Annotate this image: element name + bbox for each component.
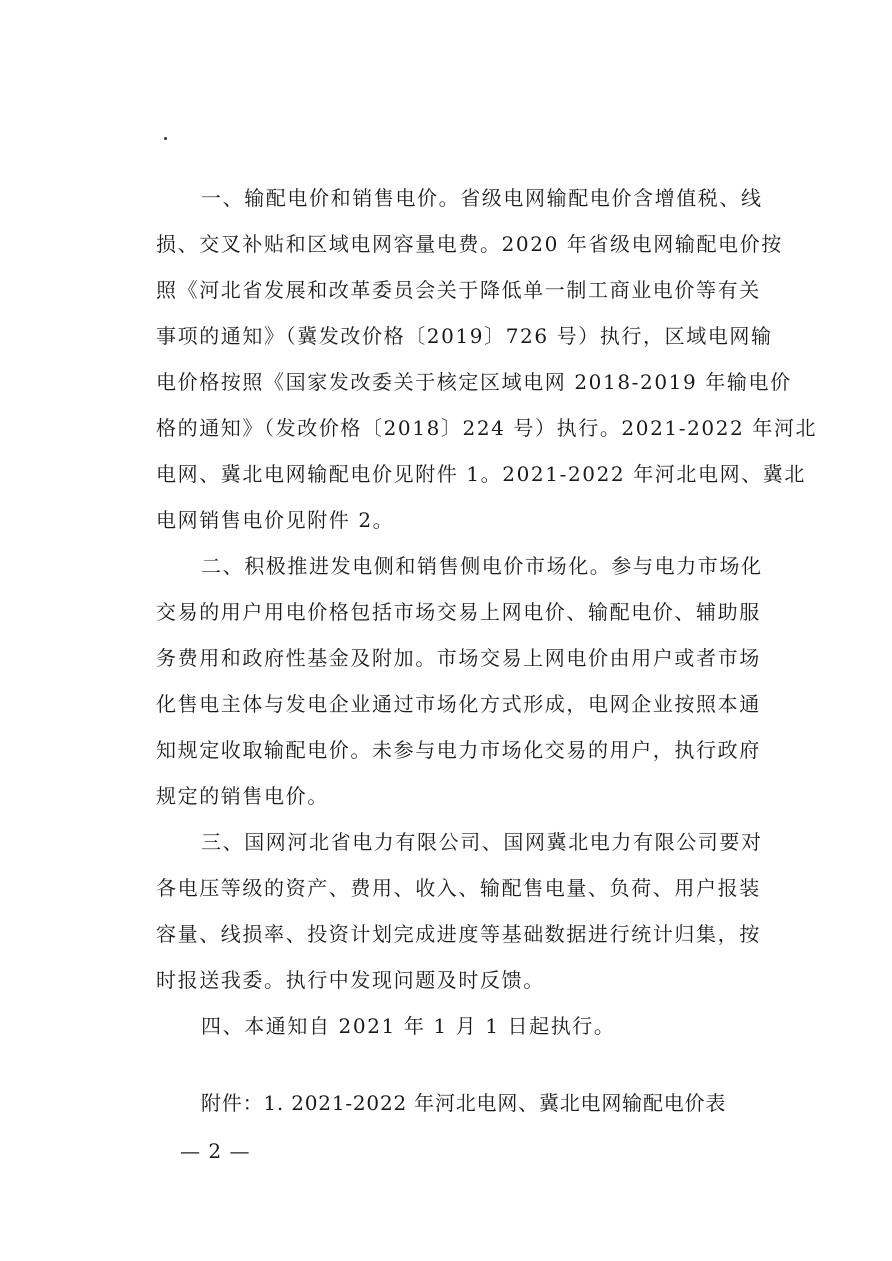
paragraph-3-line-3: 容量、线损率、投资计划完成进度等基础数据进行统计归集，按 bbox=[156, 922, 761, 946]
paragraph-1-line-3: 照《河北省发展和改革委员会关于降低单一制工商业电价等有关 bbox=[156, 278, 761, 302]
paragraph-4-line-1: 四、本通知自 2021 年 1 月 1 日起执行。 bbox=[201, 1014, 616, 1038]
paragraph-3-line-2: 各电压等级的资产、费用、收入、输配售电量、负荷、用户报装 bbox=[156, 876, 761, 900]
attachment-line: 附件：1. 2021-2022 年河北电网、冀北电网输配电价表 bbox=[201, 1091, 727, 1115]
paragraph-1-line-5: 电价格按照《国家发改委关于核定区域电网 2018-2019 年输电价 bbox=[156, 370, 792, 394]
scan-dot bbox=[164, 137, 167, 140]
paragraph-2-line-2: 交易的用户用电价格包括市场交易上网电价、输配电价、辅助服 bbox=[156, 600, 761, 624]
paragraph-3-line-1: 三、国网河北省电力有限公司、国网冀北电力有限公司要对 bbox=[201, 830, 763, 854]
paragraph-2-line-4: 化售电主体与发电企业通过市场化方式形成，电网企业按照本通 bbox=[156, 692, 761, 716]
paragraph-1-line-1: 一、输配电价和销售电价。省级电网输配电价含增值税、线 bbox=[201, 186, 763, 210]
paragraph-1-line-7: 电网、冀北电网输配电价见附件 1。2021-2022 年河北电网、冀北 bbox=[156, 462, 806, 486]
paragraph-1-line-4: 事项的通知》（冀发改价格〔2019〕726 号）执行，区域电网输 bbox=[156, 324, 773, 348]
paragraph-2-line-5: 知规定收取输配电价。未参与电力市场化交易的用户，执行政府 bbox=[156, 738, 761, 762]
page-number: — 2 — bbox=[180, 1139, 251, 1163]
paragraph-1-line-2: 损、交叉补贴和区域电网容量电费。2020 年省级电网输配电价按 bbox=[156, 232, 783, 256]
paragraph-3-line-4: 时报送我委。执行中发现问题及时反馈。 bbox=[156, 968, 545, 992]
paragraph-1-line-6: 格的通知》（发改价格〔2018〕224 号）执行。2021-2022 年河北 bbox=[156, 416, 818, 440]
paragraph-2-line-6: 规定的销售电价。 bbox=[156, 784, 329, 808]
paragraph-1-line-8: 电网销售电价见附件 2。 bbox=[156, 508, 395, 532]
paragraph-2-line-3: 务费用和政府性基金及附加。市场交易上网电价由用户或者市场 bbox=[156, 646, 761, 670]
paragraph-2-line-1: 二、积极推进发电侧和销售侧电价市场化。参与电力市场化 bbox=[201, 554, 763, 578]
